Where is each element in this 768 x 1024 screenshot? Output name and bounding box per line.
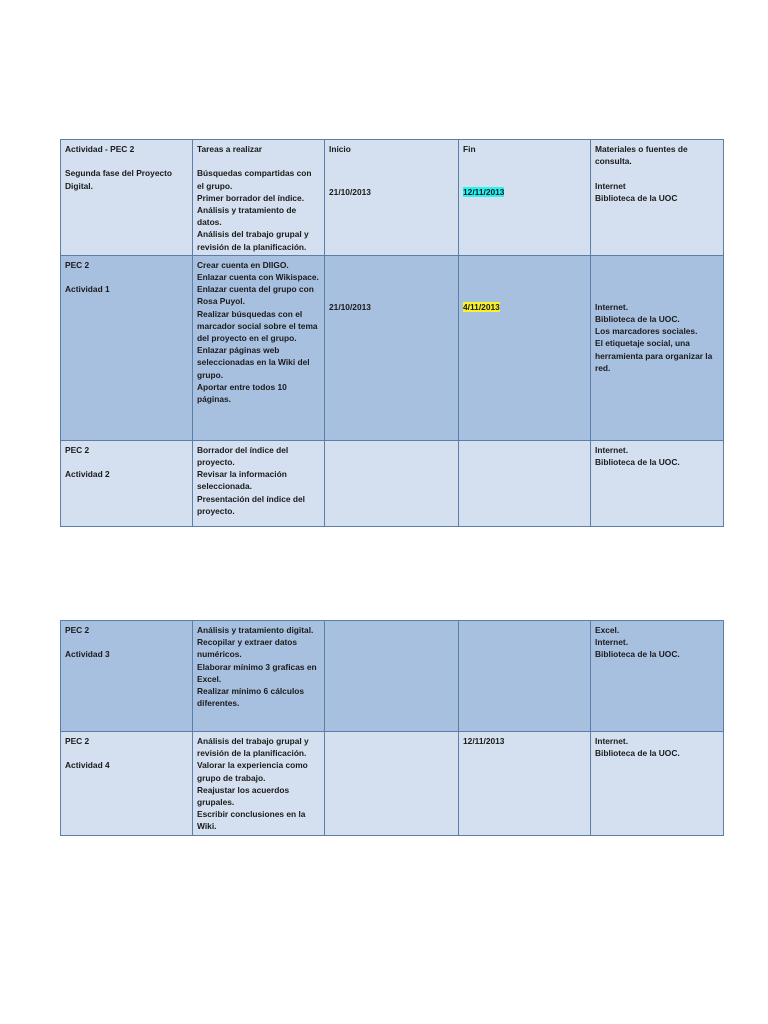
- fin-date-highlight: 4/11/2013: [463, 301, 500, 312]
- cell-tareas: Análisis del trabajo grupal y revisión de la planificación. Valorar la experiencia como grupo de trabajo. Reajustar los acuerdos grupales. Escribir conclusiones en la Wiki.: [193, 732, 325, 836]
- cell-tareas: Tareas a realizar Búsquedas compartidas con el grupo. Primer borrador del índice. Análisis y tratamiento de datos. Análisis del trabajo grupal y revisión de la planificación.: [193, 140, 325, 256]
- cell-materiales: Materiales o fuentes de consulta. Internet Biblioteca de la UOC: [591, 140, 724, 256]
- table-row: [61, 440, 724, 526]
- table-row: [61, 140, 724, 256]
- cell-materiales: Internet. Biblioteca de la UOC.: [591, 732, 724, 836]
- cell-inicio: [325, 440, 459, 526]
- inicio-date: 21/10/2013: [329, 187, 371, 198]
- cell-fin: [459, 140, 591, 256]
- cell-fin: [459, 255, 591, 440]
- inicio-header: Inicio: [329, 144, 351, 154]
- table-row: [61, 732, 724, 836]
- table-row: [61, 621, 724, 732]
- cell-materiales: [591, 255, 724, 440]
- planning-table-1: [60, 139, 724, 527]
- cell-actividad: PEC 2 Actividad 4: [61, 732, 193, 836]
- inicio-date: 21/10/2013: [329, 301, 371, 312]
- materiales-text: Internet. Biblioteca de la UOC. Los marcadores sociales. El etiquetaje social, una herramienta para organizar la red.: [595, 301, 713, 373]
- cell-inicio: [325, 732, 459, 836]
- cell-actividad: PEC 2 Actividad 1: [61, 255, 193, 440]
- cell-tareas: Crear cuenta en DIIGO. Enlazar cuenta con Wikispace. Enlazar cuenta del grupo con Rosa Puyol. Realizar búsquedas con el marcador social sobre el tema del proyecto en el grupo. Enlazar páginas web seleccionadas en la Wiki del grupo. Aportar entre todos 10 páginas.: [193, 255, 325, 440]
- cell-tareas: Borrador del índice del proyecto. Revisar la información seleccionada. Presentación del índice del proyecto.: [193, 440, 325, 526]
- fin-header: Fin: [463, 144, 476, 154]
- cell-actividad: PEC 2 Actividad 2: [61, 440, 193, 526]
- fin-date-highlight: 12/11/2013: [463, 187, 505, 198]
- cell-actividad: PEC 2 Actividad 3: [61, 621, 193, 732]
- cell-tareas: Análisis y tratamiento digital. Recopilar y extraer datos numéricos. Elaborar mínimo 3 graficas en Excel. Realizar mínimo 6 cálculos diferentes.: [193, 621, 325, 732]
- cell-inicio: [325, 140, 459, 256]
- table-row: [61, 255, 724, 440]
- cell-inicio: [325, 255, 459, 440]
- planning-table-2: [60, 620, 724, 836]
- cell-materiales: Internet. Biblioteca de la UOC.: [591, 440, 724, 526]
- cell-fin: 12/11/2013: [459, 732, 591, 836]
- cell-actividad: Actividad - PEC 2 Segunda fase del Proyecto Digital.: [61, 140, 193, 256]
- cell-materiales: Excel. Internet. Biblioteca de la UOC.: [591, 621, 724, 732]
- cell-inicio: [325, 621, 459, 732]
- cell-fin: [459, 621, 591, 732]
- cell-fin: [459, 440, 591, 526]
